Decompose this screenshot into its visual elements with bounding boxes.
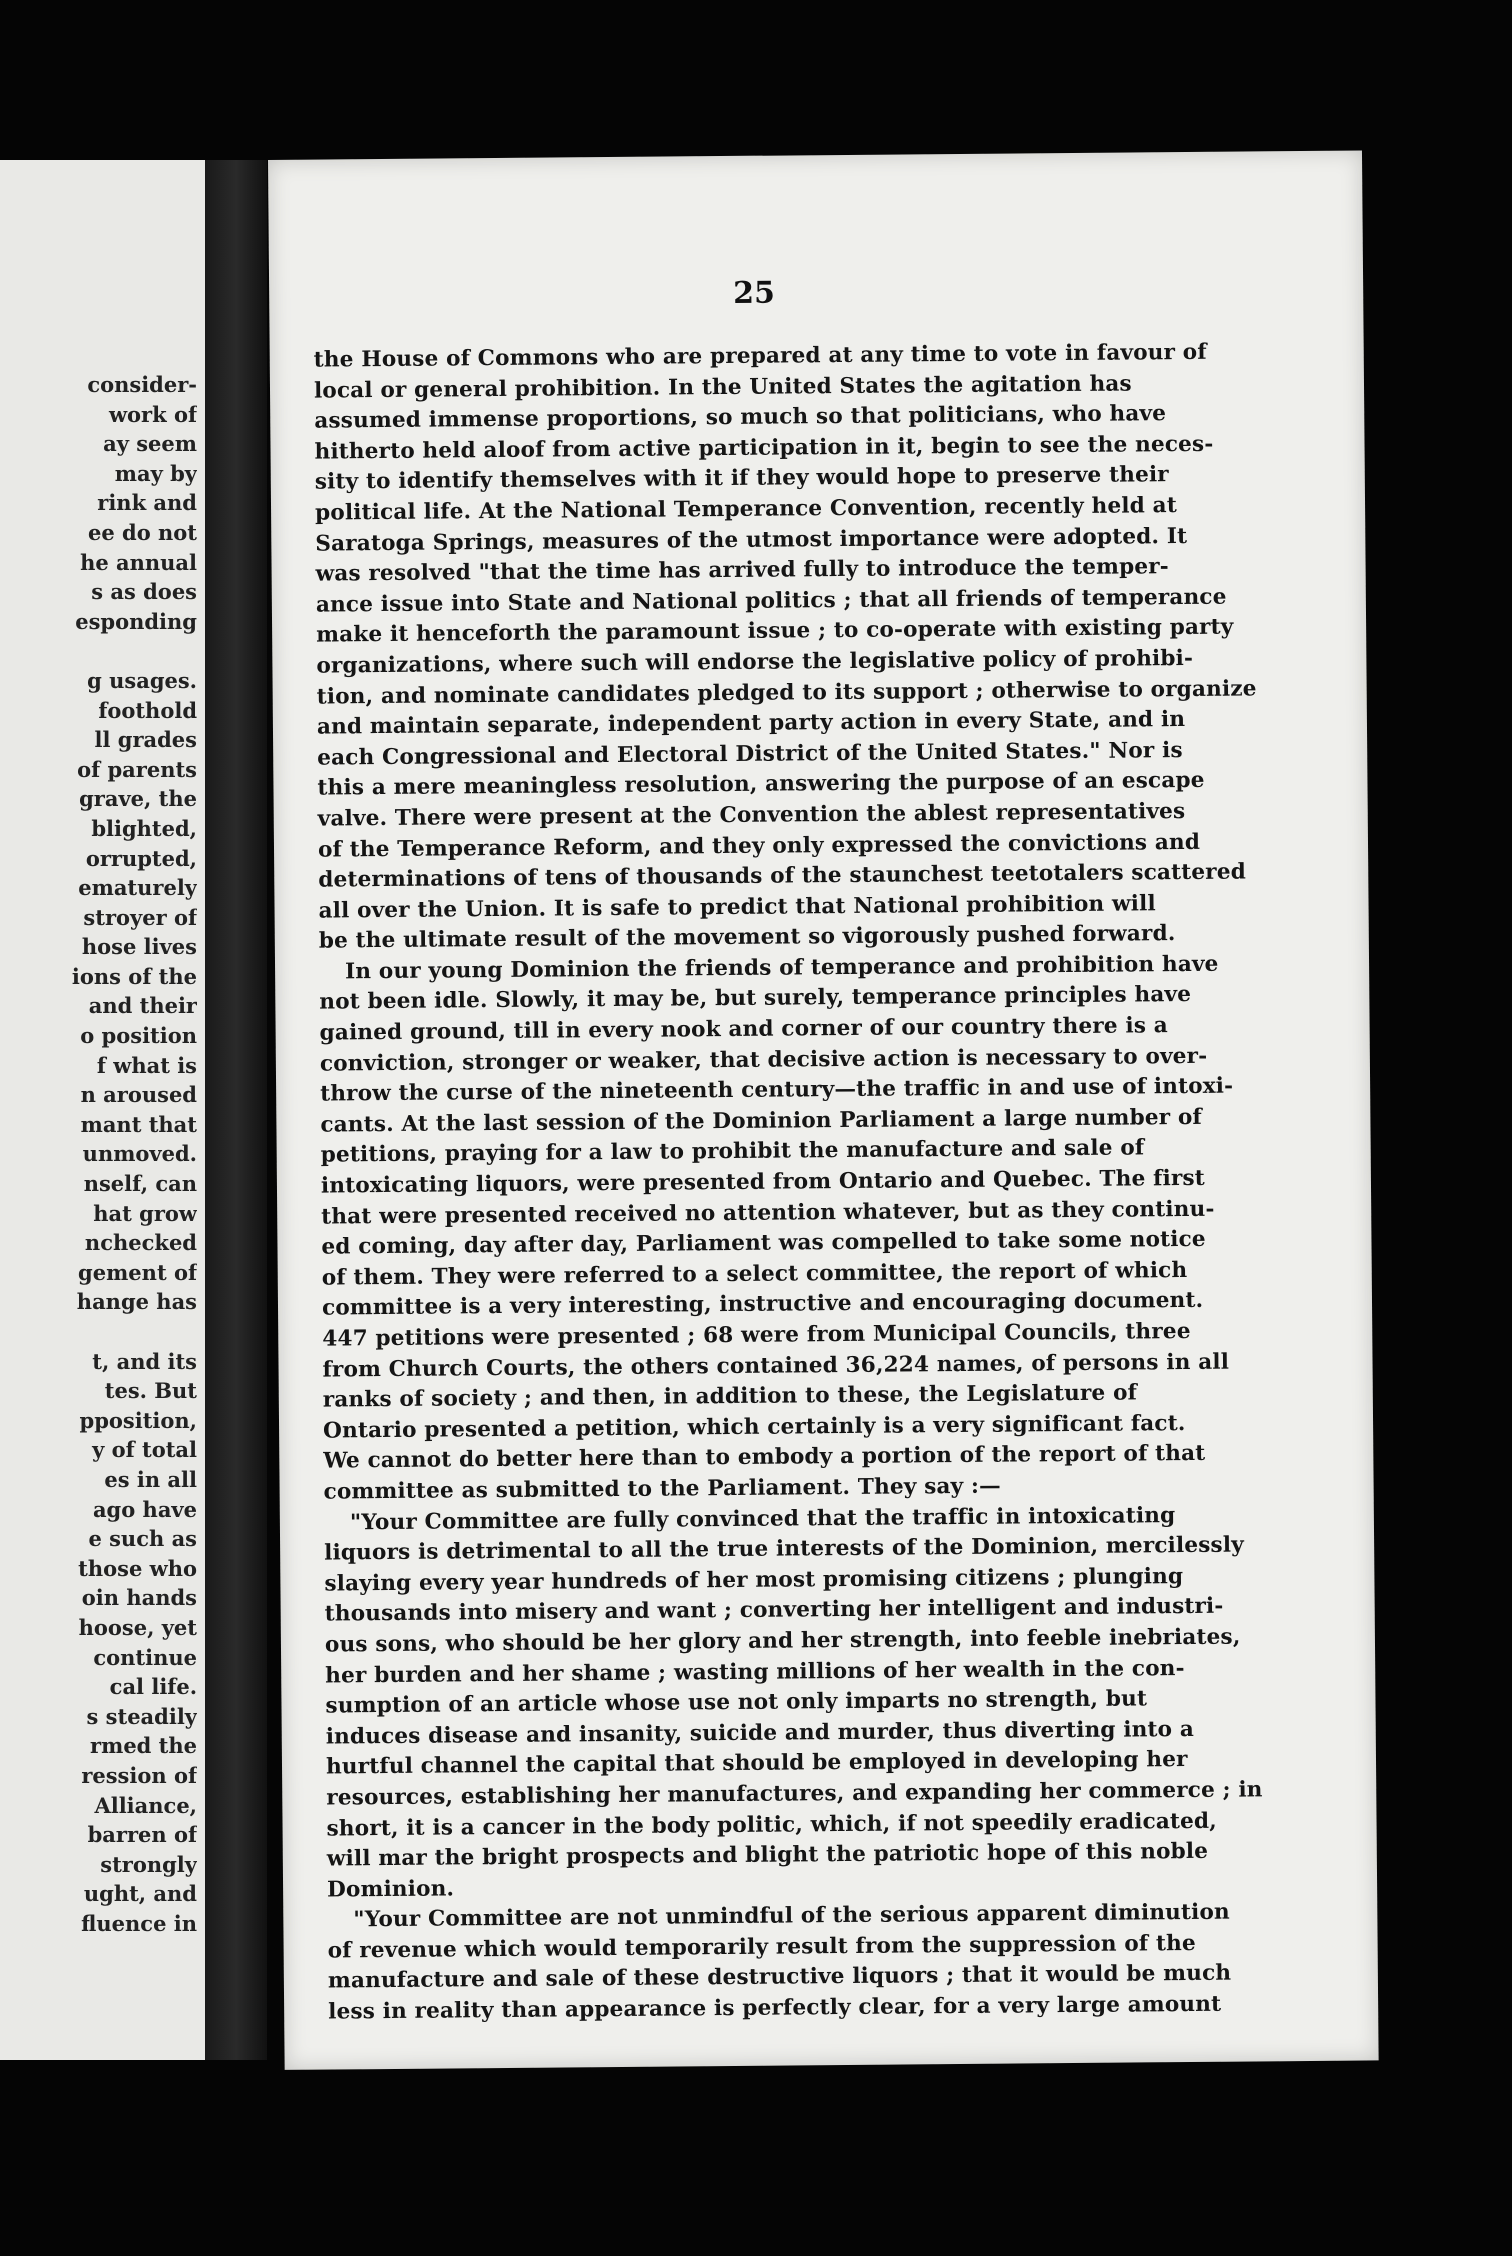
page-number: 25 <box>733 275 776 311</box>
book-gutter <box>205 160 267 2060</box>
body-text <box>313 338 1263 2028</box>
left-line: g usages. <box>87 667 197 693</box>
text-line: will mar the bright prospects and blight the patriotic hope of this noble <box>326 1838 1209 1872</box>
text-line: In our young Dominion the friends of temperance and prohibition have <box>344 951 1219 985</box>
left-line: gement of <box>78 1259 197 1285</box>
text-line: 447 petitions were presented ; 68 were from Municipal Councils, three <box>322 1318 1191 1352</box>
left-line: strongly <box>100 1851 197 1877</box>
text-line: ous sons, who should be her glory and her strength, into feeble inebriates, <box>324 1624 1241 1658</box>
left-line: ions of the <box>71 963 197 989</box>
left-line: f what is <box>96 1052 197 1078</box>
left-line: consider- <box>87 372 197 397</box>
left-line: e such as <box>88 1526 197 1552</box>
left-line: continue <box>93 1644 197 1670</box>
left-line <box>0 636 197 666</box>
left-line: n aroused <box>80 1082 197 1108</box>
text-line: the House of Commons who are prepared at any time to vote in favour of <box>313 339 1207 373</box>
text-line: throw the curse of the nineteenth century—the traffic in and use of intoxi- <box>320 1073 1234 1107</box>
text-line: gained ground, till in every nook and corner of our country there is a <box>319 1013 1168 1046</box>
text-line: each Congressional and Electoral District of the United States." Nor is <box>317 737 1183 771</box>
text-line: cants. At the last session of the Dominion Parliament a large number of <box>320 1104 1202 1138</box>
text-line: sumption of an article whose use not only imparts no strength, but <box>325 1686 1148 1719</box>
left-line: ematurely <box>78 875 197 901</box>
left-line: and their <box>88 993 197 1019</box>
left-line: hange has <box>76 1289 197 1315</box>
left-line: s as does <box>91 579 197 605</box>
text-line: sity to identify themselves with it if they would hope to preserve their <box>314 462 1169 495</box>
left-line: y of total <box>92 1437 197 1463</box>
text-line: ranks of society ; and then, in addition to these, the Legislature of <box>322 1380 1138 1413</box>
text-line: be the ultimate result of the movement so vigorously pushed forward. <box>318 921 1176 954</box>
left-line: those who <box>78 1555 197 1581</box>
left-line: ay seem <box>103 431 197 457</box>
text-line: of them. They were referred to a select committee, the report of which <box>321 1257 1188 1291</box>
left-line <box>0 1317 197 1347</box>
left-line: may by <box>114 460 197 486</box>
text-line: that were presented received no attention whatever, but as they continu- <box>321 1196 1215 1230</box>
left-line: work of <box>108 401 197 427</box>
text-line: of the Temperance Reform, and they only expressed the convictions and <box>317 829 1201 863</box>
text-line: ed coming, day after day, Parliament was compelled to take some notice <box>321 1227 1206 1260</box>
text-line: assumed immense proportions, so much so that politicians, who have <box>314 401 1167 434</box>
text-line: thousands into misery and want ; converting her intelligent and industri- <box>324 1594 1224 1627</box>
text-line: local or general prohibition. In the United States the agitation has <box>313 371 1132 404</box>
text-line: intoxicating liquors, were presented from Ontario and Quebec. The first <box>320 1165 1205 1199</box>
left-line: barren of <box>87 1822 197 1848</box>
left-line: he annual <box>80 549 197 575</box>
left-line: tes. But <box>104 1378 197 1404</box>
left-page-text <box>0 370 197 1938</box>
text-line: Ontario presented a petition, which certainly is a very significant fact. <box>322 1410 1186 1444</box>
left-page <box>0 160 209 2060</box>
text-line: organizations, where such will endorse the legislative policy of prohibi- <box>316 645 1194 679</box>
left-line: esponding <box>75 608 197 634</box>
text-line: slaying every year hundreds of her most promising citizens ; plunging <box>324 1563 1184 1597</box>
left-line: of parents <box>77 756 197 782</box>
text-line: liquors is detrimental to all the true interests of the Dominion, mercilessly <box>324 1532 1244 1566</box>
text-line: make it henceforth the paramount issue ; to co-operate with existing party <box>316 614 1234 648</box>
text-line: of revenue which would temporarily result from the suppression of the <box>327 1930 1196 1964</box>
text-line: ance issue into State and National politics ; that all friends of temperance <box>315 584 1227 618</box>
left-line: ught, and <box>83 1881 197 1907</box>
text-line: We cannot do better here than to embody a portion of the report of that <box>323 1441 1206 1474</box>
text-line: petitions, praying for a law to prohibit the manufacture and sale of <box>320 1135 1145 1169</box>
text-line: committee is a very interesting, instructive and encouraging document. <box>321 1288 1204 1321</box>
text-line: short, it is a cancer in the body politic, which, if not speedily eradicated, <box>326 1808 1217 1842</box>
text-line: tion, and nominate candidates pledged to its support ; otherwise to organize <box>316 675 1257 710</box>
left-line: blighted, <box>91 815 197 841</box>
left-line: orrupted, <box>85 845 197 871</box>
left-line: hoose, yet <box>78 1614 197 1640</box>
left-line: rink and <box>97 490 197 516</box>
left-line: ee do not <box>87 519 197 545</box>
text-line: less in reality than appearance is perfectly clear, for a very large amount <box>328 1991 1222 2025</box>
left-line: t, and its <box>92 1348 197 1374</box>
left-line: ll grades <box>94 727 197 753</box>
left-line: rmed the <box>90 1733 197 1759</box>
text-line: was resolved "that the time has arrived fully to introduce the temper- <box>315 554 1169 587</box>
right-page <box>268 150 1379 2069</box>
text-line: valve. There were present at the Convention the ablest representatives <box>317 798 1186 832</box>
left-line: pposition, <box>79 1407 197 1433</box>
text-line: "Your Committee are fully convinced that the traffic in intoxicating <box>349 1502 1176 1535</box>
left-line: hat grow <box>93 1200 197 1226</box>
left-line: s steadily <box>86 1703 197 1729</box>
left-line: stroyer of <box>83 904 197 930</box>
text-line: determinations of tens of thousands of the staunchest teetotalers scattered <box>318 859 1247 893</box>
text-line: induces disease and insanity, suicide and murder, thus diverting into a <box>325 1716 1195 1750</box>
text-line: not been idle. Slowly, it may be, but surely, temperance principles have <box>319 982 1192 1016</box>
left-line: ression of <box>81 1762 197 1788</box>
text-line: manufacture and sale of these destructive liquors ; that it would be much <box>327 1961 1232 1995</box>
text-line: "Your Committee are not unmindful of the serious apparent diminution <box>353 1899 1230 1933</box>
text-line: all over the Union. It is safe to predict that National prohibition will <box>318 890 1156 924</box>
text-line: Saratoga Springs, measures of the utmost importance were adopted. It <box>315 523 1188 557</box>
left-line: oin hands <box>81 1585 197 1611</box>
text-line: from Church Courts, the others contained 36,224 names, of persons in all <box>322 1349 1230 1383</box>
left-line: fluence in <box>81 1910 197 1936</box>
text-line: hitherto held aloof from active participation in it, begin to see the neces- <box>314 431 1214 465</box>
text-line: conviction, stronger or weaker, that decisive action is necessary to over- <box>319 1043 1208 1077</box>
left-line: cal life. <box>109 1674 197 1700</box>
text-line: committee as submitted to the Parliament. They say :— <box>323 1473 1001 1505</box>
text-line: this a mere meaningless resolution, answering the purpose of an escape <box>317 768 1205 801</box>
left-line: ago have <box>92 1496 197 1522</box>
text-line: political life. At the National Temperance Convention, recently held at <box>314 493 1178 526</box>
text-line: her burden and her shame ; wasting millions of her wealth in the con- <box>325 1655 1185 1689</box>
text-line: resources, establishing her manufactures, and expanding her commerce ; in <box>326 1777 1263 1811</box>
left-line: o position <box>80 1023 197 1049</box>
text-line: Dominion. <box>326 1876 455 1903</box>
text-line: and maintain separate, independent party action in every State, and in <box>316 707 1186 740</box>
left-line: hose lives <box>81 934 197 960</box>
left-line: Alliance, <box>94 1792 197 1818</box>
text-line: hurtful channel the capital that should be employed in developing her <box>325 1747 1188 1780</box>
left-line: nchecked <box>84 1230 197 1256</box>
left-line: mant that <box>80 1111 197 1137</box>
left-line: grave, the <box>79 786 197 812</box>
left-line: nself, can <box>83 1171 197 1197</box>
left-line: foothold <box>98 697 197 723</box>
left-line: es in all <box>104 1466 197 1492</box>
left-line: unmoved. <box>82 1141 197 1167</box>
